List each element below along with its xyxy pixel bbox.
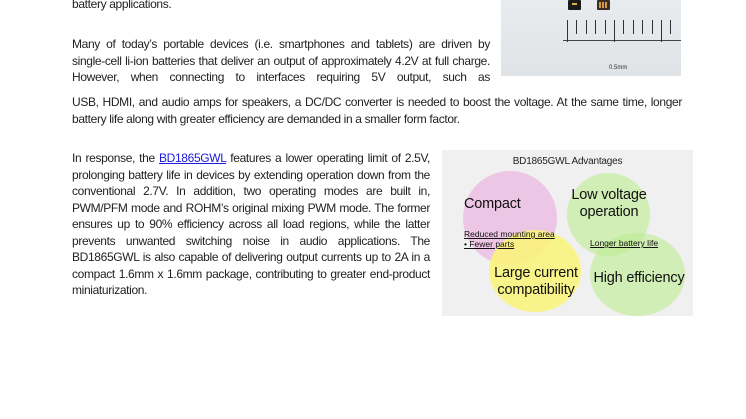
ruler-tick (595, 20, 596, 34)
advantages-diagram (442, 150, 693, 316)
high-efficiency-label: High efficiency (593, 270, 685, 286)
ruler-tick (614, 20, 615, 42)
product-photo (501, 0, 681, 76)
scale-caption: 0.5mm (609, 65, 628, 71)
ruler-tick (576, 20, 577, 34)
ruler-tick (652, 20, 653, 34)
chip-bumps-image (597, 0, 610, 10)
compact-label: Compact (464, 196, 521, 212)
ruler-tick (670, 20, 671, 34)
product-link[interactable]: BD1865GWL (159, 151, 227, 165)
ruler-tick (623, 20, 624, 34)
diagram-title: BD1865GWL Advantages (512, 156, 623, 167)
ruler-tick (605, 20, 606, 34)
ruler-tick (633, 20, 634, 34)
ruler-tick (586, 20, 587, 34)
longer-battery-label: Longer battery life (590, 238, 659, 248)
paragraph-fragment: battery applications. (72, 0, 172, 11)
large-current-label: Large current compatibility (494, 265, 578, 298)
ruler-tick (642, 20, 643, 34)
ruler-tick (567, 20, 568, 42)
ruler-image (563, 40, 681, 41)
ruler-tick (661, 20, 662, 42)
paragraph-intro-part2: USB, HDMI, and audio amps for speakers, a DC/DC converter is needed to boost the voltage. At the same time, longer battery life along with greater efficiency are demanded in a smaller form factor. (72, 95, 682, 126)
paragraph-response: In response, the BD1865GWL features a lower operating limit of 2.5V, prolonging battery life in devices by extending operation down from the conventional 2.7V. In addition, two operating modes are built in, PWM/PFM mode and ROHM’s original mixing PWM mode. The former ensures up to 90% efficiency across all load regions, while the latter prevents unwanted switching noise in audio applications. The BD1865GWL is also capable of delivering output currents up to 2A in a compact 1.6mm x 1.6mm package, contributing to greater end-product miniaturization. (72, 151, 431, 297)
fewer-parts-label: • Fewer parts (464, 239, 515, 249)
chip-package-image (568, 0, 581, 10)
low-voltage-label: Low voltage operation (571, 187, 647, 220)
paragraph-intro-part1: Many of today’s portable devices (i.e. smartphones and tablets) are driven by single-cell li-ion batteries that deliver an output of approximately 4.2V at full charge. However, when connecting to interfaces requiring 5V output, such as (72, 37, 490, 84)
reduced-mounting-label: Reduced mounting area (464, 229, 555, 239)
